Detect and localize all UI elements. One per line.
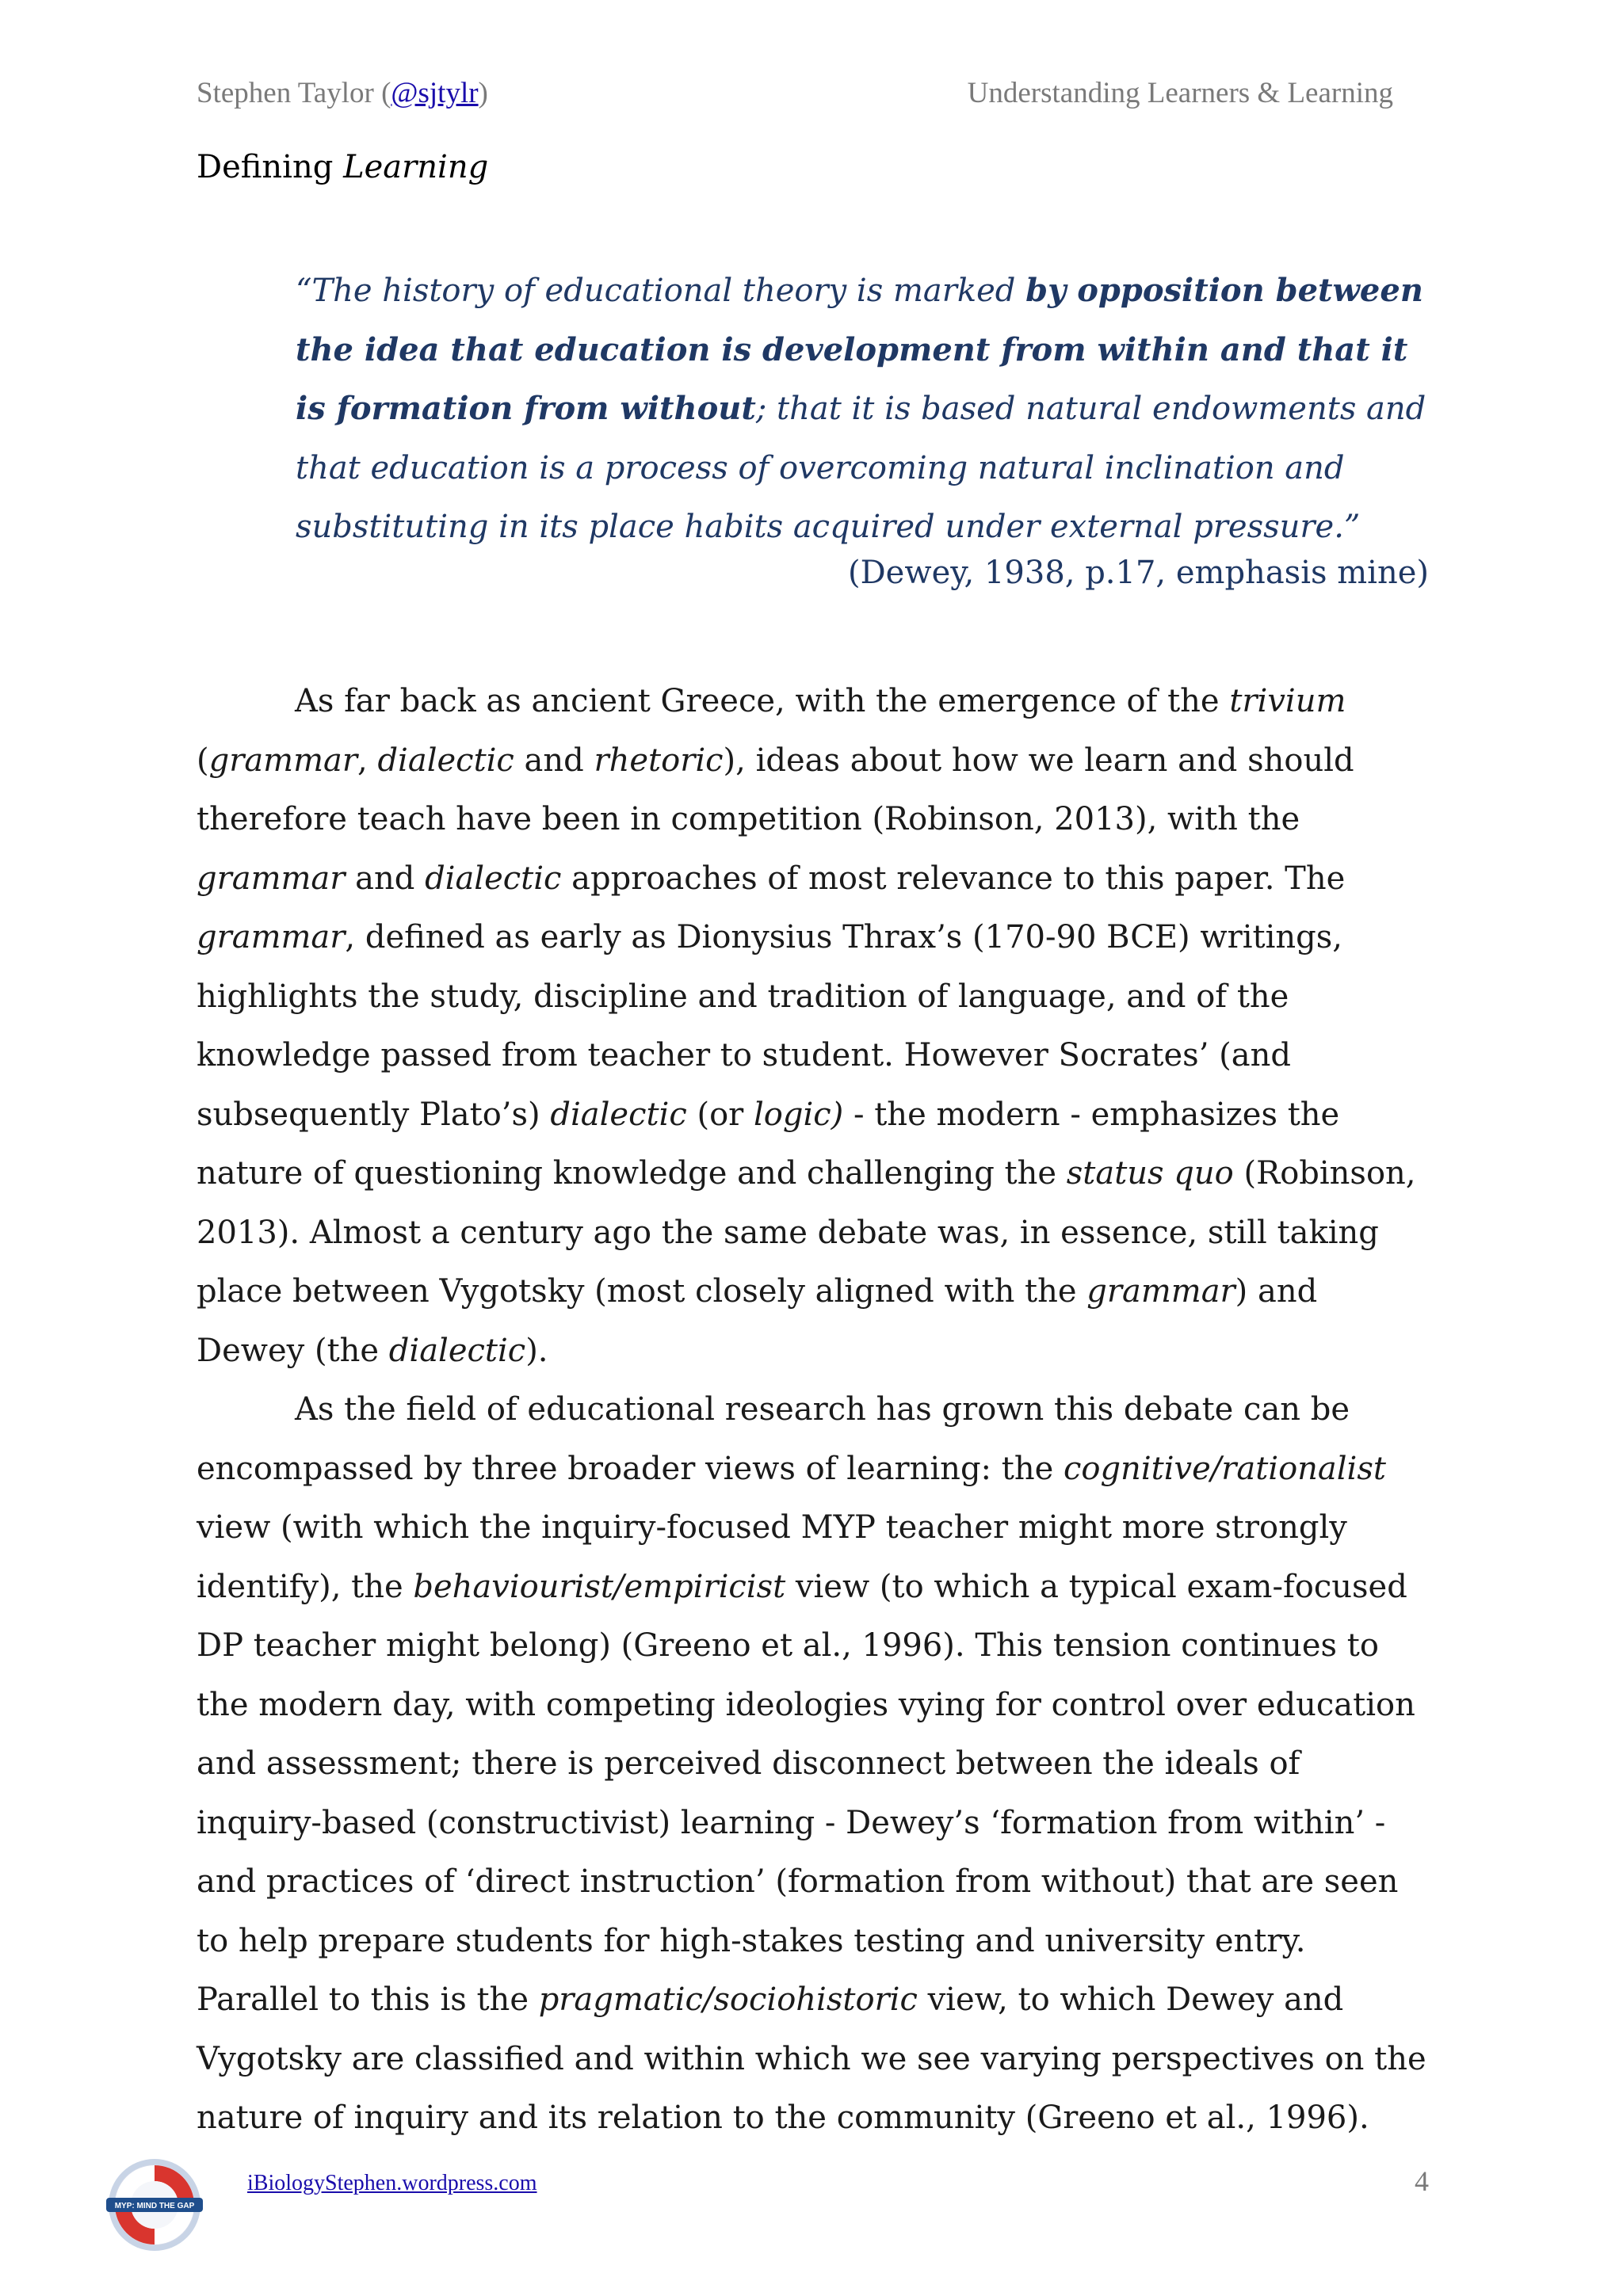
quote-text: “The history of educational theory is marked by opposition between the idea that education is development from within and that it is formation from without; that it is based natural endowments and that education is a process of overcoming natural inclination and substituting in its place habits acquired under external pressure.” bbox=[296, 272, 1426, 545]
section-title: Defining Learning bbox=[197, 149, 489, 185]
paragraph-1: As far back as ancient Greece, with the emergence of the trivium (grammar, dialectic and rhetoric), ideas about how we learn and should therefore teach have been in competition (Robinson, 2013), with the grammar and dialectic approaches of most relevance to this paper. The grammar, defined as early as Dionysius Thrax’s (170-90 BCE) writings, highlights the study, discipline and tradition of language, and of the knowledge passed from teacher to student. However Socrates’ (and subsequently Plato’s) dialectic (or logic) - the modern - emphasizes the nature of questioning knowledge and challenging the status quo (Robinson, 2013). Almost a century ago the same debate was, in essence, still taking place between Vygotsky (most closely aligned with the grammar) and Dewey (the dialectic). bbox=[197, 683, 1416, 1369]
header-author: Stephen Taylor (@sjtylr) bbox=[197, 77, 488, 109]
logo-text: MYP: MIND THE GAP bbox=[114, 2202, 195, 2210]
block-quote bbox=[296, 261, 1429, 557]
blog-link[interactable]: iBiologyStephen.wordpress.com bbox=[247, 2171, 537, 2195]
page-footer bbox=[103, 2153, 1429, 2256]
twitter-handle-link[interactable]: @sjtylr bbox=[391, 77, 479, 109]
quote-emphasis: by opposition between the idea that education is development from within and that it is formation from without bbox=[296, 272, 1423, 427]
quote-citation: (Dewey, 1938, p.17, emphasis mine) bbox=[848, 555, 1429, 591]
body-text bbox=[197, 672, 1433, 2148]
page-number: 4 bbox=[1415, 2165, 1429, 2197]
lifebuoy-logo-icon bbox=[103, 2153, 206, 2256]
page-header bbox=[197, 76, 1393, 110]
header-doc-title: Understanding Learners & Learning bbox=[967, 77, 1393, 109]
paragraph-2: As the field of educational research has grown this debate can be encompassed by three broader views of learning: the cognitive/rationalist view (with which the inquiry-focused MYP teacher might more strongly identify), the behaviourist/empiricist view (to which a typical exam-focused DP teacher might belong) (Greeno et al., 1996). This tension continues to the modern day, with competing ideologies vying for control over education and assessment; there is perceived disconnect between the ideals of inquiry-based (constructivist) learning - Dewey’s ‘formation from within’ - and practices of ‘direct instruction’ (formation from without) that are seen to help prepare students for high-stakes testing and university entry. Parallel to this is the pragmatic/sociohistoric view, to which Dewey and Vygotsky are classified and within which we see varying perspectives on the nature of inquiry and its relation to the community (Greeno et al., 1996). bbox=[197, 1391, 1426, 2136]
